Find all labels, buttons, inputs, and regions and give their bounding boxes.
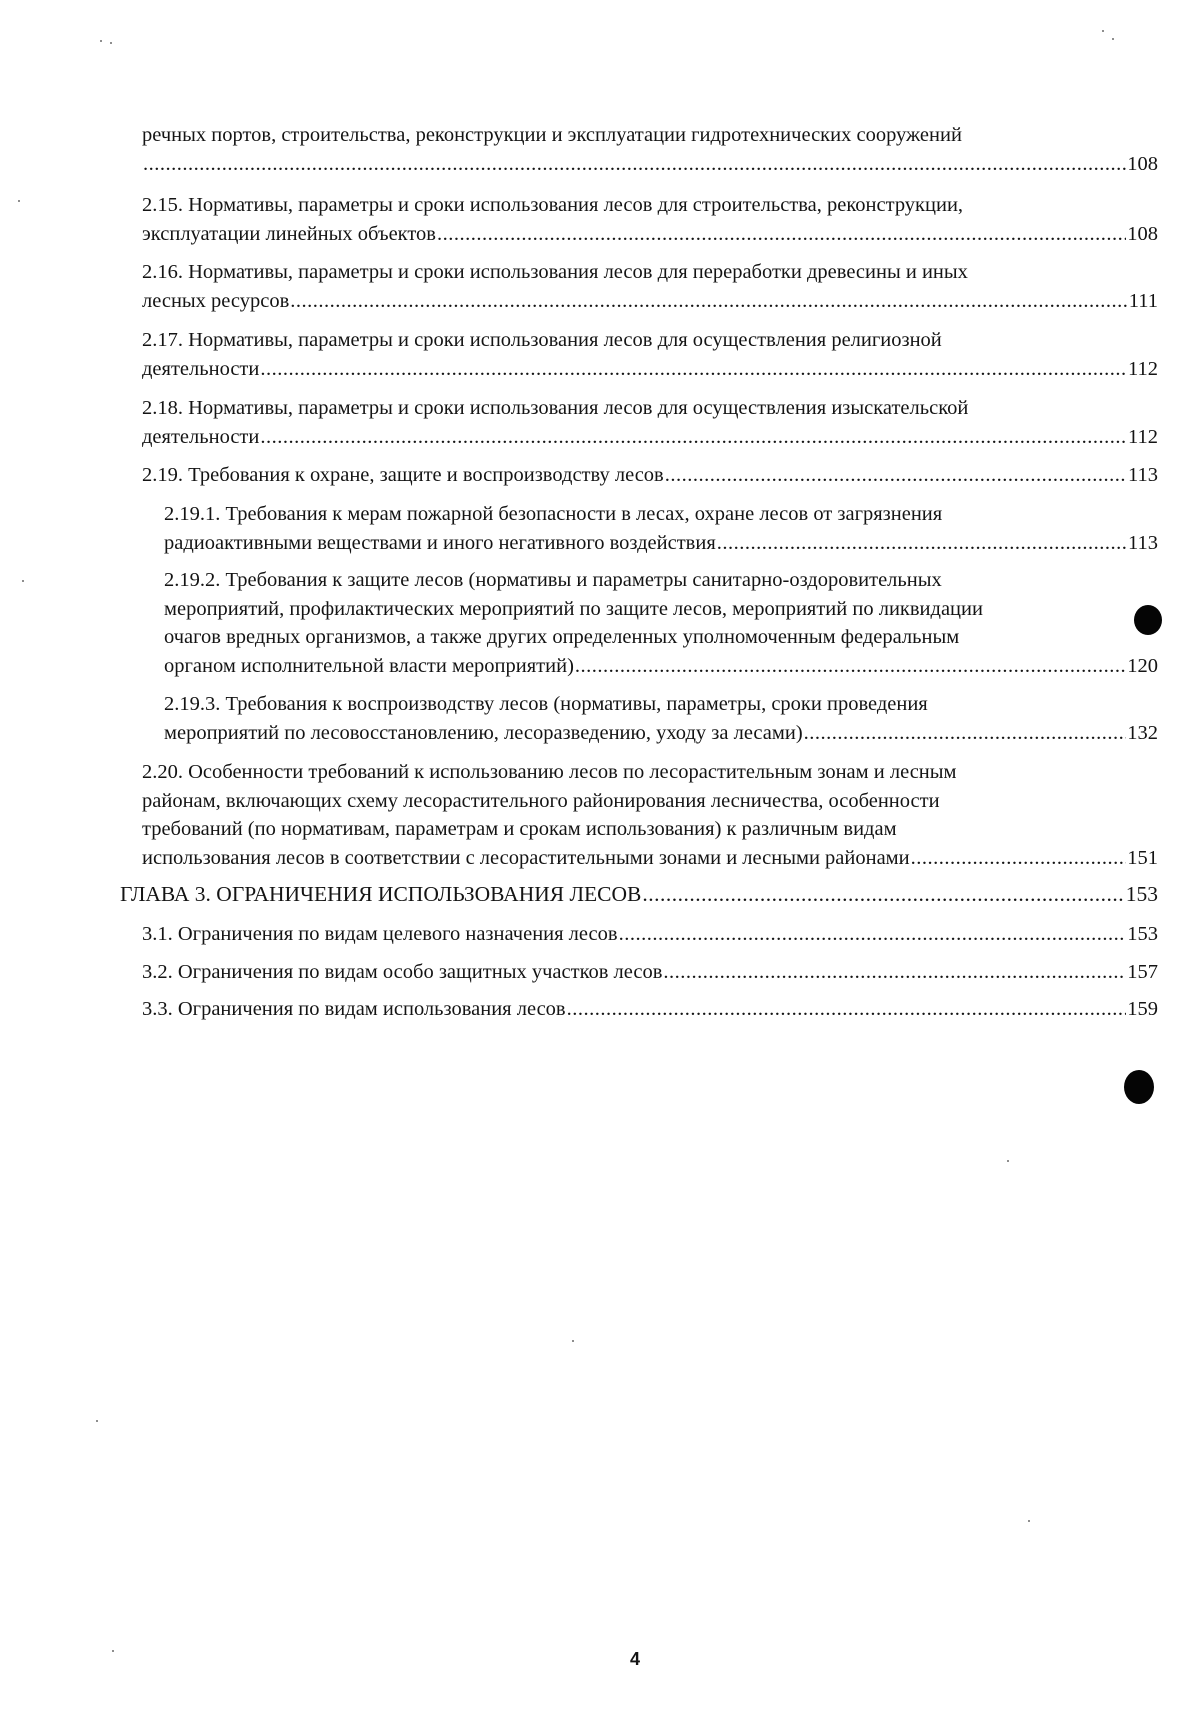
toc-entry-2-19-3 xyxy=(164,690,1158,747)
dot-leader xyxy=(437,220,1126,249)
toc-entry-text: радиоактивными веществами и иного негативного воздействия xyxy=(164,531,716,554)
scan-speck xyxy=(100,40,102,42)
dot-leader xyxy=(260,355,1127,384)
toc-chapter-3 xyxy=(120,880,1158,909)
toc-entry-leader-line xyxy=(142,355,1158,384)
scan-speck xyxy=(18,200,20,202)
dot-leader xyxy=(260,423,1127,452)
dot-leader xyxy=(642,880,1124,909)
ink-blot xyxy=(1134,605,1162,635)
scan-speck xyxy=(1028,1520,1030,1522)
scan-speck xyxy=(22,580,24,582)
scan-speck xyxy=(1102,30,1104,32)
toc-entry-text: 2.18. Нормативы, параметры и сроки использования лесов для осуществления изыскательской xyxy=(142,397,969,419)
toc-entry-text: 2.19.3. Требования к воспроизводству лесов (нормативы, параметры, сроки проведения xyxy=(164,693,928,715)
toc-entry-3-2 xyxy=(142,958,1158,987)
toc-page-number: 111 xyxy=(1128,289,1158,312)
scan-speck xyxy=(96,1420,98,1422)
toc-page-number: 108 xyxy=(1127,222,1158,245)
page-number: 4 xyxy=(629,1649,640,1669)
toc-entry-text: органом исполнительной власти мероприятий) xyxy=(164,654,574,677)
toc-entry-text: 3.3. Ограничения по видам использования лесов xyxy=(142,998,566,1020)
toc-entry-text: лесных ресурсов xyxy=(142,289,290,312)
scan-speck xyxy=(572,1340,574,1342)
toc-entry-text: районам, включающих схему лесорастительного районирования лесничества, особенности xyxy=(142,789,940,812)
toc-entry-text: 3.2. Ограничения по видам особо защитных участков лесов xyxy=(142,961,663,983)
toc-entry-text: 3.1. Ограничения по видам целевого назначения лесов xyxy=(142,923,618,945)
toc-page-number: 153 xyxy=(1125,882,1158,906)
toc-entry-text: 2.19. Требования к охране, защите и воспроизводству лесов xyxy=(142,464,664,486)
toc-entry-text: мероприятий по лесовосстановлению, лесоразведению, уходу за лесами) xyxy=(164,721,803,744)
toc-page-number: 159 xyxy=(1127,998,1158,1020)
scan-speck xyxy=(1112,38,1114,40)
toc-entry-text: 2.20. Особенности требований к использованию лесов по лесорастительным зонам и лесным xyxy=(142,761,957,783)
dot-leader xyxy=(911,844,1127,873)
toc-entry-text: деятельности xyxy=(142,357,260,380)
toc-entry-text: 2.16. Нормативы, параметры и сроки использования лесов для переработки древесины и иных xyxy=(142,261,968,283)
toc-entry-3-1 xyxy=(142,920,1158,949)
toc-page-number: 132 xyxy=(1127,721,1158,744)
toc-entry-leader-line xyxy=(142,995,1158,1024)
toc-entry-2-19 xyxy=(142,461,1158,490)
toc-entry-text: 2.19.1. Требования к мерам пожарной безопасности в лесах, охране лесов от загрязнения xyxy=(164,503,943,525)
toc-entry-leader-line xyxy=(142,920,1158,949)
toc-page-number: 151 xyxy=(1127,846,1158,869)
chapter-title: ГЛАВА 3. ОГРАНИЧЕНИЯ ИСПОЛЬЗОВАНИЯ ЛЕСОВ xyxy=(120,882,642,906)
toc-page-number: 157 xyxy=(1127,961,1158,983)
toc-page-number: 113 xyxy=(1128,531,1158,554)
toc-entry-text: 2.19.2. Требования к защите лесов (нормативы и параметры санитарно-оздоровительных xyxy=(164,569,942,591)
toc-entry-2-20 xyxy=(142,758,1158,872)
toc-entry-3-3 xyxy=(142,995,1158,1024)
dot-leader xyxy=(619,920,1127,949)
toc-entry-text: очагов вредных организмов, а также других определенных уполномоченным федеральным xyxy=(164,626,960,648)
toc-entry-text: 2.17. Нормативы, параметры и сроки использования лесов для осуществления религиозной xyxy=(142,329,942,351)
toc-entry-2-16 xyxy=(142,258,1158,315)
toc-entry-leader-line xyxy=(142,423,1158,452)
toc-entry-leader-line xyxy=(142,287,1158,316)
toc-entry-2-17 xyxy=(142,326,1158,383)
toc-entry-2-19-1 xyxy=(164,500,1158,557)
toc-entry-leader-line xyxy=(142,461,1158,490)
toc-entry-leader-line xyxy=(142,220,1158,249)
toc-entry-leader-line xyxy=(120,880,1158,909)
toc-entry-hydro xyxy=(142,121,1158,178)
toc-entry-text: мероприятий, профилактических мероприятий по защите лесов, мероприятий по ликвидации xyxy=(164,597,983,620)
toc-entry-2-15 xyxy=(142,191,1158,248)
dot-leader xyxy=(663,958,1126,987)
toc-entry-leader-line xyxy=(164,529,1158,558)
toc-entry-leader-line xyxy=(142,150,1158,179)
dot-leader xyxy=(575,652,1126,681)
toc-entry-text: требований (по нормативам, параметрам и срокам использования) к различным видам xyxy=(142,818,897,840)
toc-entry-leader-line xyxy=(164,719,1158,748)
scan-speck xyxy=(110,42,112,44)
toc-page-number: 120 xyxy=(1127,654,1158,677)
toc-page-number: 153 xyxy=(1127,923,1158,945)
toc-entry-text: эксплуатации линейных объектов xyxy=(142,222,436,245)
toc-page-number: 112 xyxy=(1128,357,1158,380)
toc-page-number: 113 xyxy=(1128,464,1158,486)
dot-leader xyxy=(567,995,1127,1024)
toc-entry-text: деятельности xyxy=(142,425,260,448)
toc-entry-leader-line xyxy=(164,652,1158,681)
dot-leader xyxy=(804,719,1127,748)
toc-entry-text: 2.15. Нормативы, параметры и сроки использования лесов для строительства, реконструкции, xyxy=(142,194,964,216)
toc-entry-leader-line xyxy=(142,958,1158,987)
dot-leader xyxy=(290,287,1127,316)
dot-leader xyxy=(717,529,1127,558)
toc-entry-2-19-2 xyxy=(164,566,1158,680)
toc-entry-2-18 xyxy=(142,394,1158,451)
scan-speck xyxy=(1007,1160,1009,1162)
toc-entry-text: использования лесов в соответствии с лесорастительными зонами и лесными районами xyxy=(142,846,910,869)
toc-entry-text: речных портов, строительства, реконструкции и эксплуатации гидротехнических сооружений xyxy=(142,124,962,146)
toc-page-number: 108 xyxy=(1127,152,1158,175)
dot-leader xyxy=(665,461,1127,490)
toc-entry-leader-line xyxy=(142,844,1158,873)
ink-blot xyxy=(1124,1070,1154,1104)
dot-leader xyxy=(143,150,1126,179)
toc-page-number: 112 xyxy=(1128,425,1158,448)
